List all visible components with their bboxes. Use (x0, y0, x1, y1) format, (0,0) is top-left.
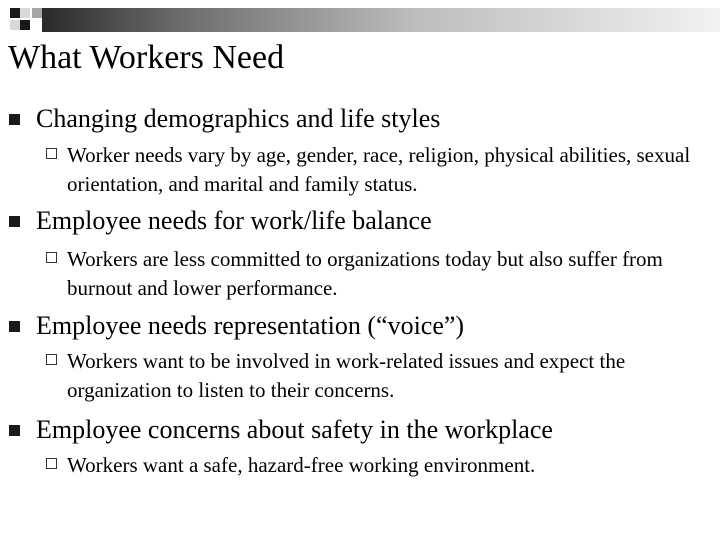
square-bullet-icon (9, 425, 20, 436)
bullet-heading: Employee needs representation (“voice”) (36, 311, 465, 340)
decor-square-grey (32, 8, 42, 18)
checkbox-bullet-icon (46, 354, 57, 365)
square-bullet-icon (9, 216, 20, 227)
checkbox-bullet-icon (46, 252, 57, 263)
sub-bullet-text: Workers want to be involved in work-related issues and expect the organization to listen to their concerns. (67, 349, 626, 402)
decor-square-dark (10, 8, 20, 18)
slide-title: What Workers Need (8, 39, 285, 76)
sub-bullet-text: Workers want a safe, hazard-free working environment. (67, 453, 536, 477)
bullet-heading: Employee concerns about safety in the workplace (36, 415, 553, 444)
square-bullet-icon (9, 114, 20, 125)
header-gradient-bar (42, 8, 720, 32)
decor-square-light (10, 20, 20, 30)
decor-square-light (20, 8, 30, 18)
sub-bullet-text: Workers are less committed to organizations today but also suffer from burnout and lower performance. (67, 247, 663, 300)
checkbox-bullet-icon (46, 148, 57, 159)
checkbox-bullet-icon (46, 458, 57, 469)
sub-bullet-text: Worker needs vary by age, gender, race, religion, physical abilities, sexual orientation, and marital and family status. (67, 143, 691, 196)
square-bullet-icon (9, 321, 20, 332)
bullet-heading: Changing demographics and life styles (36, 104, 441, 133)
decor-square-dark (20, 20, 30, 30)
bullet-heading: Employee needs for work/life balance (36, 206, 432, 235)
